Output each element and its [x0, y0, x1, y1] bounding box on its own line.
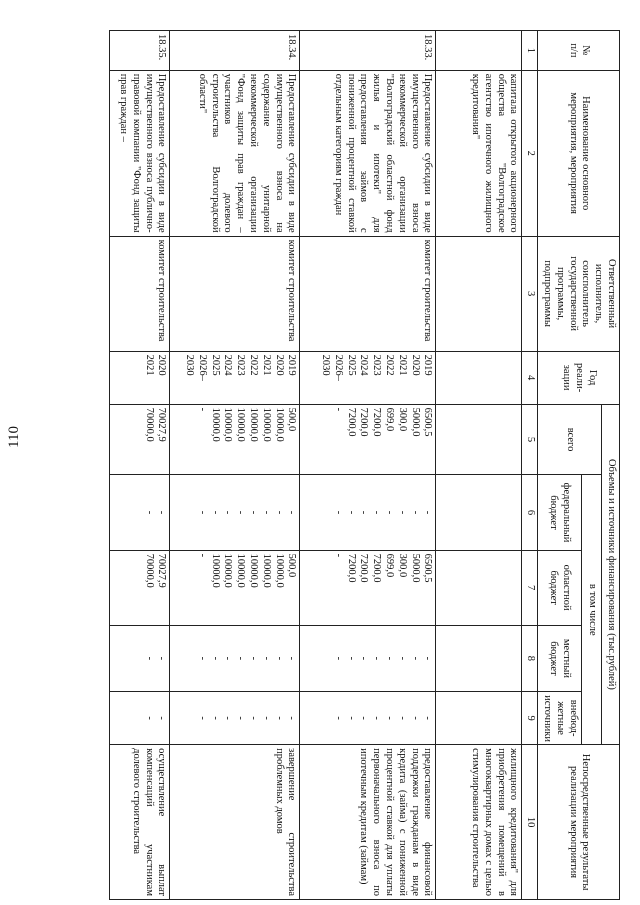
- header-year: Год реали-зации: [538, 351, 620, 404]
- column-number-row: [522, 31, 538, 900]
- column-number: 2: [522, 70, 538, 236]
- header-federal-budget: федеральный бюджет: [538, 475, 581, 550]
- program-activities-table: [109, 30, 620, 900]
- header-results: Непосредственные результаты реализации мероприятия: [538, 745, 620, 900]
- regional-amounts: 500,0 10000,0 10000,0 10000,0 10000,0 10000,0 10000,0 -: [170, 550, 300, 625]
- activity-name: Предоставление субсидии в виде имущественного взноса некоммерческой организации "Волгоградский областной фонд жилья и ипотеки" для предоставления займов с пониженной процентной ставкой отдельным категориям граждан: [300, 70, 436, 236]
- extrabudgetary-amounts: - - - - - - - -: [300, 692, 436, 745]
- federal-amounts: [436, 475, 522, 550]
- years: [436, 351, 522, 404]
- years: 2020 2021: [110, 351, 170, 404]
- results: осуществление выплат компенсаций участникам долевого строительства: [110, 745, 170, 900]
- years: 2019 2020 2021 2022 2023 2024 2025 2026– 2030: [300, 351, 436, 404]
- row-number: [436, 31, 522, 71]
- responsible: комитет строительства: [170, 236, 300, 351]
- results: завершение строительства проблемных домов: [170, 745, 300, 900]
- table-row: [300, 31, 436, 900]
- responsible: комитет строительства: [110, 236, 170, 351]
- table-row: [110, 31, 170, 900]
- local-amounts: - - - - - - - -: [170, 625, 300, 691]
- header-local-budget: местный бюджет: [538, 625, 581, 691]
- table-row: [436, 31, 522, 900]
- regional-amounts: 6500,5 5000,0 300,0 699,0 7200,0 7200,0 7200,0 -: [300, 550, 436, 625]
- header-row-number: № п/п: [538, 31, 620, 71]
- page-number-area: [6, 0, 26, 905]
- header-responsible: Ответственный исполнитель, соисполнитель государственной программы, подпрограммы: [538, 236, 620, 351]
- total-amounts: [436, 404, 522, 475]
- total-amounts: 70027,9 70000,0: [110, 404, 170, 475]
- results: жилищного кредитования" для приобретения помещений в многоквартирных домах с целью стимулирования строительства: [436, 745, 522, 900]
- responsible: [436, 236, 522, 351]
- header-including: в том числе: [581, 475, 602, 745]
- results: предоставление финансовой поддержки гражданам в виде кредита (займа) с пониженной процентной ставкой для уплаты первоначального взноса по ипотечным кредитам (займам): [300, 745, 436, 900]
- federal-amounts: - -: [110, 475, 170, 550]
- total-amounts: 6500,5 5000,0 300,0 699,0 7200,0 7200,0 7200,0 -: [300, 404, 436, 475]
- extrabudgetary-amounts: [436, 692, 522, 745]
- column-number: 10: [522, 745, 538, 900]
- activity-name: капитала открытого акционерного общества "Волгоградское агентство ипотечного жилищного кредитования": [436, 70, 522, 236]
- activity-name: Предоставление субсидии в виде имущественного взноса на содержание унитарной некоммерческой организации "Фонд защиты прав граждан – участников долевого строительства Волгоградской области": [170, 70, 300, 236]
- header-financing: Объемы и источники финансирования (тыс.рублей): [602, 404, 620, 745]
- federal-amounts: - - - - - - - -: [300, 475, 436, 550]
- column-number: 9: [522, 692, 538, 745]
- header-regional-budget: областной бюджет: [538, 550, 581, 625]
- responsible: комитет строительства: [300, 236, 436, 351]
- page-number: 110: [6, 426, 22, 448]
- column-number: 4: [522, 351, 538, 404]
- extrabudgetary-amounts: - -: [110, 692, 170, 745]
- column-number: 5: [522, 404, 538, 475]
- row-number: 18.35.: [110, 31, 170, 71]
- header-total: всего: [538, 404, 602, 475]
- row-number: 18.34.: [170, 31, 300, 71]
- local-amounts: - - - - - - - -: [300, 625, 436, 691]
- column-number: 6: [522, 475, 538, 550]
- federal-amounts: - - - - - - - -: [170, 475, 300, 550]
- years: 2019 2020 2021 2022 2023 2024 2025 2026– 2030: [170, 351, 300, 404]
- row-number: 18.33.: [300, 31, 436, 71]
- column-number: 8: [522, 625, 538, 691]
- activity-name: Предоставление субсидии в виде имущественного взноса публично-правовой компании "Фонд защиты прав граждан –: [110, 70, 170, 236]
- header-activity-name: Наименование основного мероприятия, мероприятия: [538, 70, 620, 236]
- local-amounts: - -: [110, 625, 170, 691]
- local-amounts: [436, 625, 522, 691]
- regional-amounts: [436, 550, 522, 625]
- total-amounts: 500,0 10000,0 10000,0 10000,0 10000,0 10000,0 10000,0 -: [170, 404, 300, 475]
- extrabudgetary-amounts: - - - - - - - -: [170, 692, 300, 745]
- column-number: 3: [522, 236, 538, 351]
- header-extrabudgetary: внебюд-жетные источники: [538, 692, 581, 745]
- table-row: [170, 31, 300, 900]
- column-number: 7: [522, 550, 538, 625]
- regional-amounts: 70027,9 70000,0: [110, 550, 170, 625]
- rotated-page-content: [80, 30, 620, 900]
- column-number: 1: [522, 31, 538, 71]
